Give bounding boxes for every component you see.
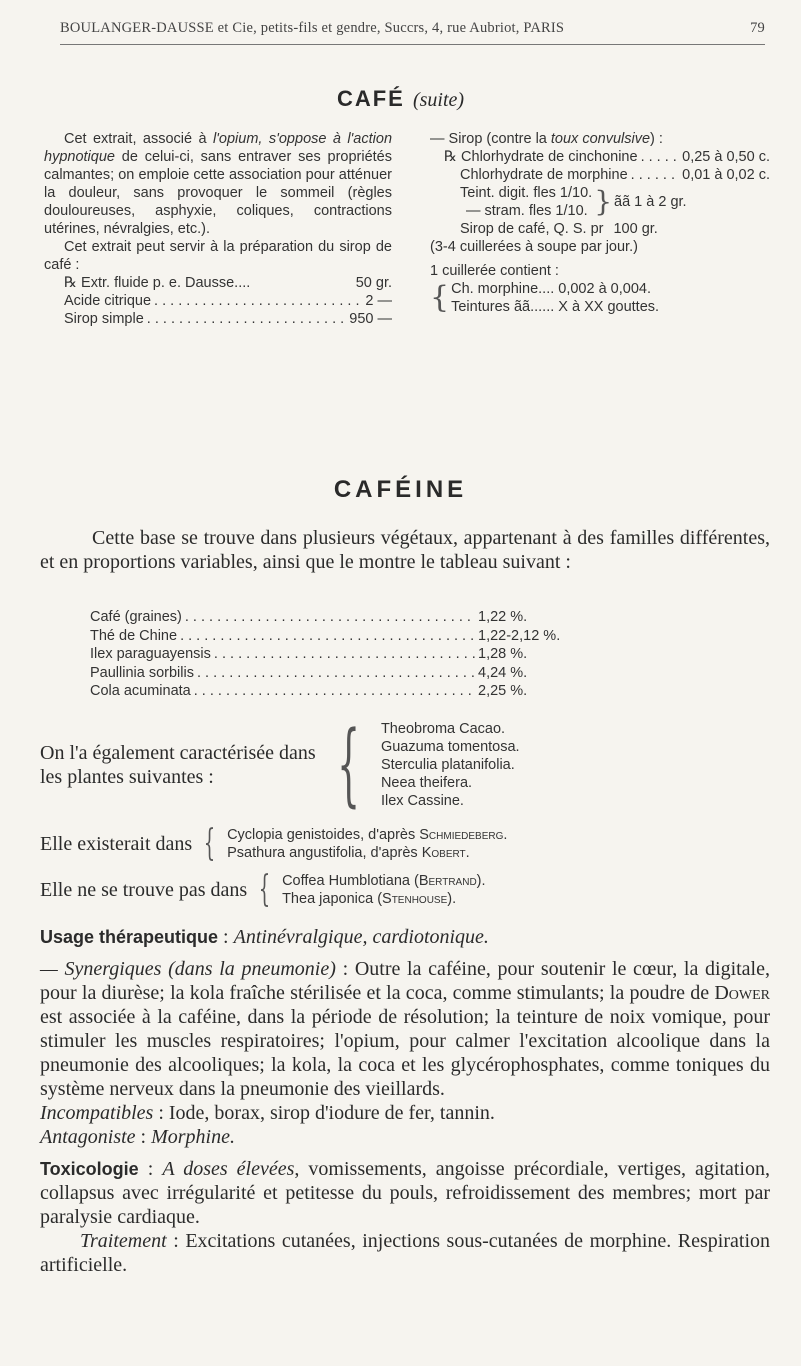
brace-icon: { <box>336 712 360 817</box>
incompatibles-value: Iode, borax, sirop d'iodure de fer, tannin. <box>168 1102 495 1124</box>
sirop-item-text: Chlorhydrate de morphine <box>460 167 628 183</box>
table-pct: 2,25 %. <box>478 683 528 700</box>
sirop-cafe-line <box>430 220 770 238</box>
contient-heading: 1 cuillerée contient : <box>430 263 559 279</box>
usage-paragraph: Usage thérapeutique : Antinévralgique, cardiotonique. <box>40 926 489 948</box>
caffeine-content-table <box>90 608 570 701</box>
absent-lead: Elle ne se trouve pas dans <box>40 879 248 901</box>
brace-icon: { <box>258 869 271 910</box>
text-run-smallcaps: Dower <box>714 982 770 1004</box>
table-plant: Cola acuminata <box>90 683 191 700</box>
recipe-row <box>44 274 392 292</box>
species-name: Coffea Humblotiana <box>282 873 410 889</box>
text-run-italic: l'opium, s'oppose à l'action hypnotique <box>44 131 393 165</box>
species-author: (Bertrand). <box>414 873 486 889</box>
list-item <box>227 826 507 844</box>
absent-block <box>40 869 486 910</box>
antagoniste-paragraph: Antagoniste : Morphine. <box>40 1126 235 1148</box>
list-item: Guazuma tomentosa. <box>380 739 520 755</box>
sirop-cafe-label: Sirop de café, Q. S. pr <box>460 221 604 237</box>
toxicologie-label: Toxicologie <box>40 1159 139 1179</box>
cafeine-intro: Cette base se trouve dans plusieurs végétaux, appartenant à des familles différentes, et en proportions variables, ainsi que le montre le tableau suivant : <box>40 527 770 573</box>
species-author: Schmiedeberg. <box>419 827 508 843</box>
recipe-value: 950 — <box>349 311 392 327</box>
teint-value: ãã 1 à 2 gr. <box>614 194 687 210</box>
usage-value: Antinévralgique, cardiotonique. <box>233 926 489 948</box>
text-run: est associée à la caféine, dans la période de résolution; la teinture de noix vomique, pour stimuler les muscles respiratoires; l'opium, pour calmer l'excitation alcoolique dans la pneumonie des alcooliques; la kola, la coca et les glycérophosphates, comme toniques du système nerveux dans la pneumonie des vieillards. <box>40 1006 770 1100</box>
plants-lead-line: les plantes suivantes : <box>40 766 214 788</box>
species-name: Cyclopia genistoides, d'après <box>227 827 416 843</box>
recipe-value: 50 gr. <box>355 275 392 291</box>
sirop-item <box>430 166 770 184</box>
dosage-note: (3-4 cuillerées à soupe par jour.) <box>430 239 638 255</box>
incompatibles-label: Incompatibles <box>40 1102 154 1124</box>
brace-icon: { <box>203 823 216 864</box>
table-row <box>90 664 570 683</box>
section-title-cafeine: CAFÉINE <box>333 476 468 503</box>
contient-item: Ch. morphine.... 0,002 à 0,004. <box>451 281 651 297</box>
teint-group <box>430 184 770 220</box>
cafe-left-paragraph-1 <box>44 130 392 238</box>
usage-label: Usage thérapeutique <box>40 927 219 947</box>
recipe-row <box>44 292 392 310</box>
brace-icon: { <box>430 280 450 315</box>
exist-block <box>40 823 508 864</box>
table-plant: Thé de Chine <box>90 627 178 644</box>
toxicologie-text: , vomissements, angoisse précordiale, vertiges, agitation, collapsus avec irrégularité et petitesse du pouls, refroidissement des membres; mort par paralysie cardiaque. <box>40 1158 770 1228</box>
list-item: Neea theifera. <box>380 775 473 791</box>
teint-line: — stram. fles 1/10. <box>466 203 588 219</box>
page-number: 79 <box>750 20 765 36</box>
cafeine-therapeutics <box>40 925 770 1277</box>
cafe-title-suffix: (suite) <box>412 89 465 111</box>
teint-line: Teint. digit. fles 1/10. <box>460 185 593 201</box>
table-row <box>90 608 570 627</box>
cafe-left-paragraph-2: Cet extrait peut servir à la préparation du sirop de café : <box>44 239 392 273</box>
incompatibles-paragraph: Incompatibles : Iode, borax, sirop d'iodure de fer, tannin. <box>40 1102 495 1124</box>
contient-list <box>451 280 659 316</box>
brace-icon: } <box>594 185 613 218</box>
antagoniste-label: Antagoniste <box>40 1126 136 1148</box>
absent-list <box>282 872 485 908</box>
table-row <box>90 682 570 701</box>
sirop-heading <box>430 130 770 148</box>
recipe-label: Acide citrique <box>64 293 152 309</box>
cafe-right-column <box>430 130 770 316</box>
contient-item: Teintures ãã...... X à XX gouttes. <box>451 299 660 315</box>
traitement-label: Traitement <box>80 1230 167 1252</box>
publisher-line: BOULANGER-DAUSSE et Cie, petits-fils et gendre, Succrs, 4, rue Aubriot, PARIS <box>60 20 565 36</box>
table-plant: Paullinia sorbilis <box>90 664 194 681</box>
recipe-list <box>44 274 392 328</box>
text-run: Outre la caféine, pour soutenir le cœur, la digitale, pour la diurèse; la kola fraîche stérilisée et la coca, comme stimulants; la poudre de <box>40 958 770 1004</box>
traitement-paragraph: Traitement : Excitations cutanées, injections sous-cutanées de morphine. Respiration artificielle. <box>40 1230 770 1276</box>
synergiques-paragraph: — Synergiques (dans la pneumonie) : Outre la caféine, pour soutenir le cœur, la digitale, pour la diurèse; la kola fraîche stérilisée et la coca, comme stimulants; la poudre de Dower est associée à la caféine, dans la période de résolution; la teinture de noix vomique, pour stimuler les muscles respiratoires; l'opium, pour calmer l'excitation alcoolique dans la pneumonie des alcooliques; la kola, la coca et les glycérophosphates, comme toniques du système nerveux dans la pneumonie des vieillards. <box>40 958 770 1100</box>
list-item: Theobroma Cacao. <box>380 721 506 737</box>
table-row <box>90 627 570 646</box>
contient-group <box>430 280 770 316</box>
species-name: Thea japonica <box>282 891 374 907</box>
plants-lead <box>40 741 316 789</box>
table-pct: 1,22 %. <box>478 609 528 625</box>
list-item: Sterculia platanifolia. <box>380 757 515 773</box>
species-author: Kobert. <box>421 845 470 861</box>
species-author: (Stenhouse). <box>377 891 457 907</box>
text-run: ) : <box>650 131 663 147</box>
list-item: Ilex Cassine. <box>380 793 464 809</box>
list-item <box>282 890 485 908</box>
table-pct: 1,28 %. <box>478 646 528 663</box>
teint-lines <box>460 184 592 220</box>
sirop-item-text: ℞ Chlorhydrate de cinchonine <box>444 149 638 165</box>
running-header <box>60 10 765 42</box>
header-rule <box>60 44 765 45</box>
plants-list <box>381 720 520 810</box>
exist-lead: Elle existerait dans <box>40 833 193 855</box>
toxicologie-paragraph: Toxicologie : A doses élevées, vomissements, angoisse précordiale, vertiges, agitation, collapsus avec irrégularité et petitesse du pouls, refroidissement des membres; mort par paralysie cardiaque. <box>40 1158 770 1228</box>
recipe-value: 2 — <box>365 293 392 309</box>
text-run: Cet extrait, associé à <box>64 131 213 147</box>
table-plant: Café (graines) <box>90 609 182 625</box>
sirop-cafe-value: 100 gr. <box>613 221 658 237</box>
table-row <box>90 645 570 664</box>
recipe-label: Sirop simple <box>64 311 144 327</box>
plants-block <box>40 712 520 817</box>
list-item <box>227 844 507 862</box>
cafe-left-column <box>44 130 392 328</box>
text-run-italic: A doses élevées <box>162 1158 295 1180</box>
exist-list <box>227 826 507 862</box>
antagoniste-value: Morphine. <box>151 1126 235 1148</box>
recipe-row <box>44 310 392 328</box>
species-name: Psathura angustifolia, d'après <box>227 845 418 861</box>
recipe-label: ℞ Extr. fluide p. e. Dausse.... <box>64 275 251 291</box>
text-run: de celui-ci, sans entraver ses propriétés calmantes; on emploie cette association pour atténuer la douleur, sans provoquer le sommeil (règles douloureuses, asphyxie, coliques, contractions utérines, névralgies, etc.). <box>44 149 392 237</box>
section-title-cafe <box>0 86 801 112</box>
table-plant: Ilex paraguayensis <box>90 646 211 663</box>
synergiques-label: — Synergiques (dans la pneumonie) <box>40 958 336 980</box>
table-pct: 4,24 %. <box>478 664 528 681</box>
text-run-italic: toux convulsive <box>550 131 651 147</box>
sirop-item <box>430 148 770 166</box>
plants-lead-line: On l'a également caractérisée dans <box>40 742 316 764</box>
text-run: — Sirop (contre la <box>430 131 551 147</box>
list-item <box>282 872 485 890</box>
traitement-text: Excitations cutanées, injections sous-cutanées de morphine. Respiration artificielle. <box>40 1230 770 1276</box>
sirop-item-value: 0,01 à 0,02 c. <box>682 167 770 183</box>
table-pct: 1,22-2,12 %. <box>478 627 561 644</box>
sirop-item-value: 0,25 à 0,50 c. <box>682 149 770 165</box>
cafe-title-text: CAFÉ <box>336 86 405 111</box>
